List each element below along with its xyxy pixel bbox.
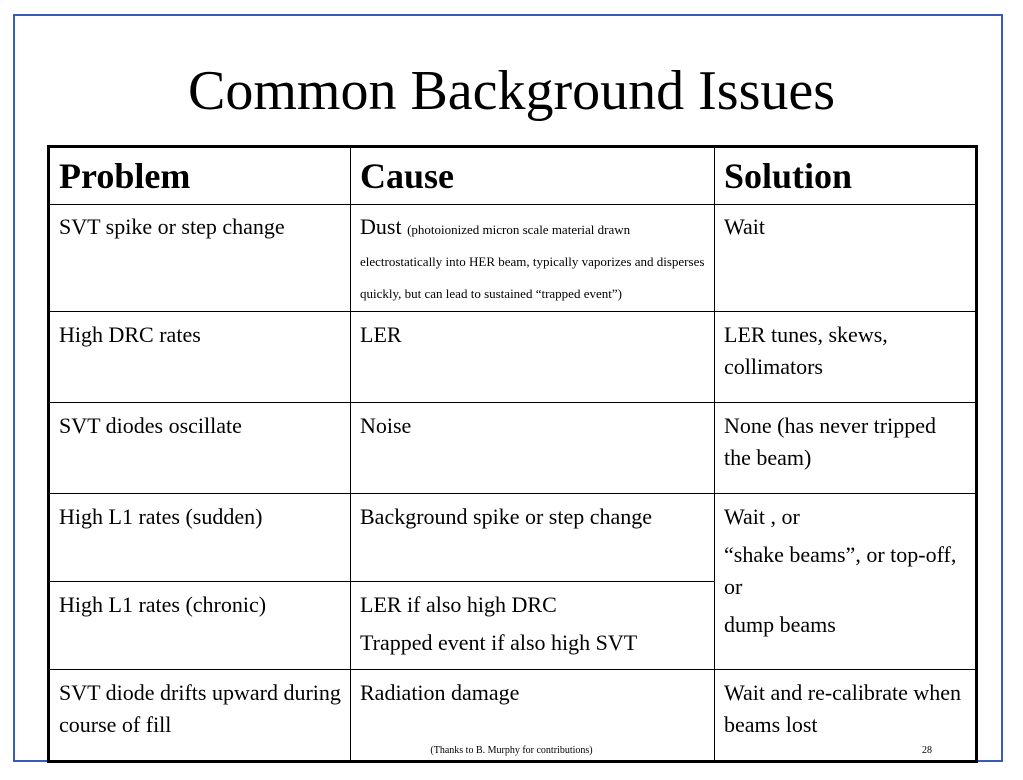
page-number: 28	[922, 745, 932, 756]
cause-cell: Background spike or step change	[351, 494, 715, 582]
footer-credit: (Thanks to B. Murphy for contributions)	[430, 745, 593, 756]
problem-cell: SVT spike or step change	[49, 205, 351, 312]
solution-cell: Wait and re-calibrate when beams lost	[715, 670, 977, 762]
table-header-row	[49, 147, 977, 205]
header-cause: Cause	[351, 147, 715, 205]
header-solution: Solution	[715, 147, 977, 205]
problem-cell: SVT diode drifts upward during course of fill	[49, 670, 351, 762]
cause-cell	[351, 582, 715, 670]
solution-cell: None (has never tripped the beam)	[715, 403, 977, 494]
problem-cell: High DRC rates	[49, 312, 351, 403]
problem-cell: SVT diodes oscillate	[49, 403, 351, 494]
solution-cell: Wait	[715, 205, 977, 312]
solution-line: dump beams	[724, 612, 836, 637]
table-row	[49, 403, 977, 494]
header-problem: Problem	[49, 147, 351, 205]
cause-cell: Noise	[351, 403, 715, 494]
slide-title: Common Background Issues	[187, 60, 836, 122]
cause-line: LER if also high DRC	[360, 592, 557, 617]
cause-main: Dust	[360, 214, 402, 239]
cause-note: (photoionized micron scale material drawn electrostatically into HER beam, typically vaporizes and disperses quickly, but can lead to sustained “trapped event”)	[360, 222, 705, 301]
table-row	[49, 205, 977, 312]
cause-line: Trapped event if also high SVT	[360, 630, 638, 655]
cause-cell	[351, 205, 715, 312]
cause-cell: LER	[351, 312, 715, 403]
table-row	[49, 312, 977, 403]
issues-table	[47, 145, 978, 763]
solution-line: “shake beams”, or top-off, or	[724, 542, 957, 599]
solution-cell: LER tunes, skews, collimators	[715, 312, 977, 403]
problem-cell: High L1 rates (sudden)	[49, 494, 351, 582]
cause-cell: Radiation damage	[351, 670, 715, 762]
solution-line: Wait , or	[724, 504, 800, 529]
table-row	[49, 494, 977, 582]
problem-cell: High L1 rates (chronic)	[49, 582, 351, 670]
merged-solution-cell	[715, 494, 977, 670]
